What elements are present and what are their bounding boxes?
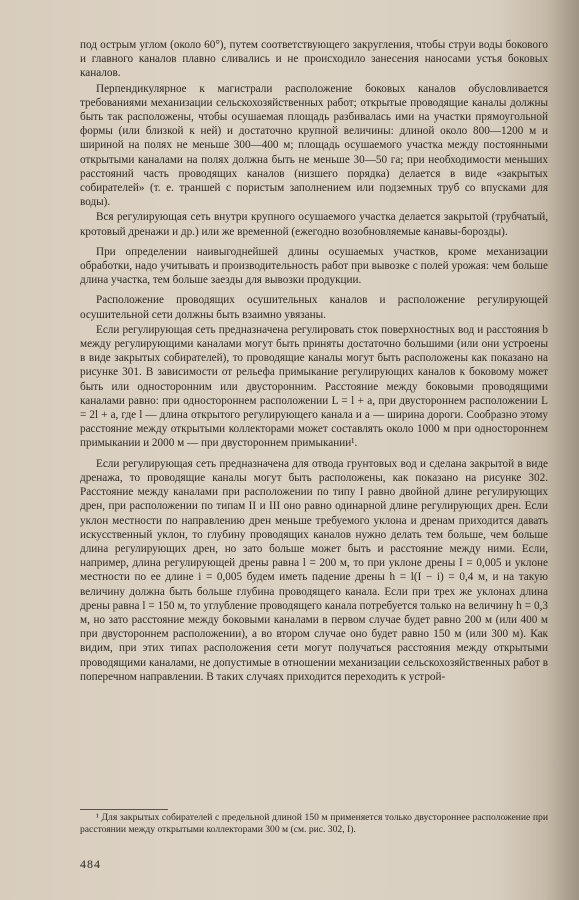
page-number: 484: [80, 857, 101, 871]
paragraph: Вся регулирующая сеть внутри крупного осушаемого участка делается закрытой (трубчатый, кротовый дренажи и др.) или же временной (ежегодно возобновляемые канавы-борозды).: [80, 211, 548, 238]
body-text: [80, 38, 548, 684]
paragraph: Если регулирующая сеть предназначена регулировать сток поверхностных вод и расстояния b между регулирующими каналами могут быть приняты достаточно большими (или они устроены в виде закрытых собирателей), то проводящие каналы могут быть расположены как показано на рисунке 301. В зависимости от рельефа примыкание регулирующих каналов к боковому может быть или односторонним или двусторонним. Расстояние между боковыми проводящими каналами равно: при одностороннем расположении L = l + a, при двустороннем расположении L = 2l + a, где l — длина открытого регулирующего канала и a — ширина дороги. Сообразно этому расстояние между открытыми коллекторами может составлять около 1000 м при одностороннем примыкании и 2000 м — при двустороннем примыкании¹.: [80, 323, 548, 450]
paragraph: Если регулирующая сеть предназначена для отвода грунтовых вод и сделана закрытой в виде дренажа, то проводящие каналы могут быть расположены, как показано на рисунке 302. Расстояние между каналами при расположении по типу I равно двойной длине регулирующих дрен, при расположении по типам II и III оно равно одинарной длине регулирующих дрен. Если уклон местности по направлению дрен меньше требуемого уклона и дренам приходится давать искусственный уклон, то глубину проводящих каналов нужно делать тем больше, чем больше длина регулирующих дрен, но зато больше может быть и расстояние между ними. Если, например, длина регулирующей дрены равна l = 200 м, то при уклоне дрены I = 0,005 и уклоне местности по ее длине i = 0,005 будем иметь падение дрены h = l(I − i) = 0,4 м, и на такую величину должна быть больше глубина проводящего канала. Если при трех же уклонах длина дрены равна l = 150 м, то углубление проводящего канала потребуется только на величину h = 0,3 м, но зато расстояние между боковыми каналами в первом случае будет равно 200 м (или 400 м при двустороннем расположении), а во втором случае оно будет равно 150 м (или 300 м). Как видим, при этих типах расположения сети могут получаться расстояния между открытыми проводящими каналами, не допустимые в отношении механизации сельскохозяйственных работ в поперечном направлении. В таких случаях приходится переходить к устрой-: [80, 457, 548, 683]
paragraph: При определении наивыгоднейшей длины осушаемых участков, кроме механизации обработки, надо учитывать и производительность работ при вывозке с полей урожая: чем больше длина участка, тем больше заезды для вывозки продукции.: [80, 245, 548, 287]
paragraph: Расположение проводящих осушительных каналов и расположение регулирующей осушительной сети должны быть взаимно увязаны.: [80, 294, 548, 321]
paragraph: Перпендикулярное к магистрали расположение боковых каналов обусловливается требованиями механизации сельскохозяйственных работ; открытые проводящие каналы должны быть так расположены, чтобы осушаемая площадь разбивалась ими на участки прямоугольной формы (или близкой к ней) и достаточно крупной величины: длиной около 800—1200 м и шириной на полях не меньше 300—400 м; площадь осушаемого участка между постоянными открытыми каналами на полях должна быть не меньше 30—50 га; при необходимости меньших расстояний часть проводящих каналов (низшего порядка) делается в виде «закрытых собирателей» (т. е. траншей с пористым заполнением или подземных труб со впусками для воды).: [80, 82, 548, 209]
paragraph: под острым углом (около 60°), путем соответствующего закругления, чтобы струи воды бокового и главного каналов плавно сливались и не происходило занесения наносами устья боковых каналов.: [80, 39, 548, 80]
footnote: ¹ Для закрытых собирателей с предельной длиной 150 м применяется только двустороннее расположение при расстоянии между открытыми коллекторами 300 м (см. рис. 302, I).: [80, 812, 548, 836]
footnote-divider: [80, 809, 168, 810]
